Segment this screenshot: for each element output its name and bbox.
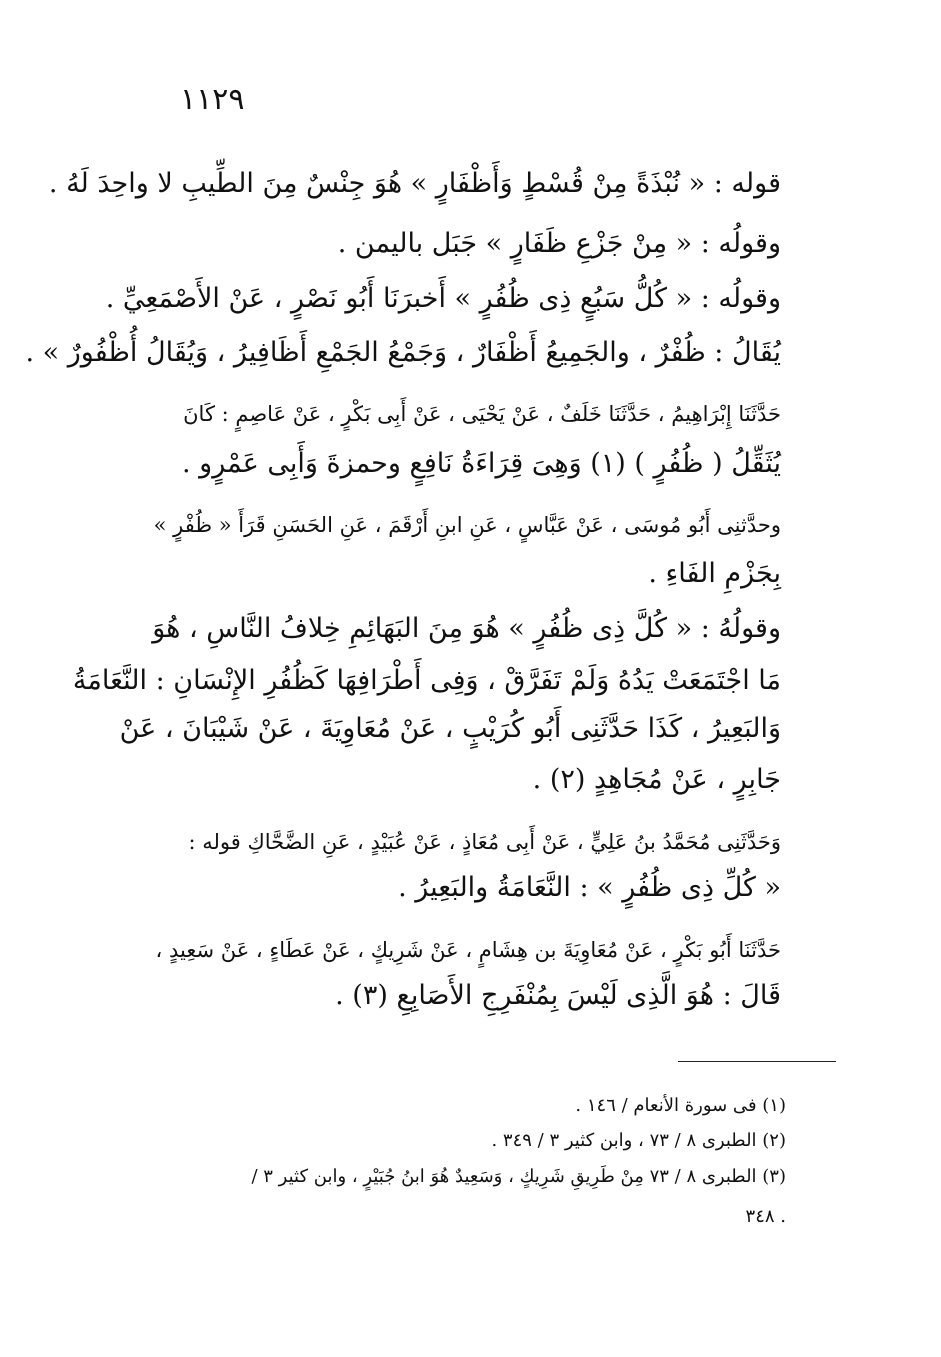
text-line: حَدَّثَنَا إِبْرَاهِيمُ ، حَدَّثَنَا خَلَفٌ ، عَنْ يَحْيَى ، عَنْ أَبِى بَكْرٍ ، عَنْ عَاصِمٍ : كَانَ (183, 402, 781, 426)
footnote-separator (678, 1061, 836, 1062)
text-line: وَالبَعِيرُ ، كَذَا حَدَّثَنِى أَبُو كُرَيْبٍ ، عَنْ مُعَاوِيَةَ ، عَنْ شَيْبَانَ ، عَنْ (119, 713, 781, 744)
text-line: « كُلِّ ذِى ظُفُرٍ » : النَّعَامَةُ والبَعِيرُ . (398, 872, 781, 903)
text-line: وَحَدَّثَنِى مُحَمَّدُ بنُ عَلِيٍّ ، عَنْ أَبِى مُعَاذٍ ، عَنْ عُبَيْدٍ ، عَنِ الضَّحَّاكِ قوله : (188, 830, 781, 854)
text-line: قوله : « نُبْذَةً مِنْ قُسْطٍ وَأَظْفَارٍ » هُوَ جِنْسٌ مِنَ الطِّيبِ لا واحِدَ لَهُ . (48, 168, 781, 199)
text-line: بِجَزْمِ الفَاءِ . (648, 558, 781, 589)
footnote: (١) فى سورة الأنعام / ١٤٦ . (575, 1095, 786, 1116)
text-line: حَدَّثَنَا أَبُو بَكْرٍ ، عَنْ مُعَاوِيَةَ بن هِشَامٍ ، عَنْ شَرِيكٍ ، عَنْ عَطَاءٍ ، عَنْ سَعِيدٍ ، (155, 938, 781, 962)
text-line: وقولُه : « كُلُّ سَبُعٍ ذِى ظُفُرٍ » أَخبرَنَا أَبُو نَصْرٍ ، عَنْ الأَصْمَعِيِّ . (105, 283, 781, 314)
text-line: وحدَّثنِى أَبُو مُوسَى ، عَنْ عَبَّاسٍ ، عَنِ ابنِ أَرْقَمَ ، عَنِ الحَسَنِ قَرَأَ « ظُفْرٍ » (153, 513, 781, 537)
page-number: ١١٢٩ (180, 82, 245, 117)
text-line: مَا اجْتَمَعَتْ يَدُهُ وَلَمْ تَفَرَّقْ ، وَفِى أَطْرَافِهَا كَظُفُرِ الإِنْسَانِ : النَّعَامَةُ (72, 665, 781, 696)
footnote: (٣) الطبرى ٨ / ٧٣ مِنْ طَرِيقِ شَرِيكٍ ، وَسَعِيدٌ هُوَ ابنُ جُبَيْرٍ ، وابن كثير ٣ / (251, 1166, 786, 1187)
text-line: قَالَ : هُوَ الَّذِى لَيْسَ بِمُنْفَرِجِ الأَصَابِعِ (٣) . (335, 980, 781, 1011)
text-line: يُثَقِّلُ ( ظُفُرٍ ) (١) وَهِىَ قِرَاءَةُ نَافِعٍ وحمزةَ وَأَبِى عَمْرٍو . (181, 448, 781, 479)
footnote: . ٣٤٨ (745, 1206, 786, 1227)
text-line: جَابِرٍ ، عَنْ مُجَاهِدٍ (٢) . (532, 764, 781, 795)
text-line: وقولُه : « مِنْ جَزْعِ ظَفَارٍ » جَبَل باليمن . (337, 228, 781, 259)
text-line: وقولُهُ : « كُلَّ ذِى ظُفُرٍ » هُوَ مِنَ البَهَائِمِ خِلافُ النَّاسِ ، هُوَ (152, 613, 781, 644)
text-line: يُقَالُ : ظُفْرٌ ، والجَمِيعُ أَظْفَارٌ ، وَجَمْعُ الجَمْعِ أَظَافِيرُ ، وَيُقَالُ أُظْفُورٌ » . (25, 337, 781, 368)
footnote: (٢) الطبرى ٨ / ٧٣ ، وابن كثير ٣ / ٣٤٩ . (491, 1130, 786, 1151)
